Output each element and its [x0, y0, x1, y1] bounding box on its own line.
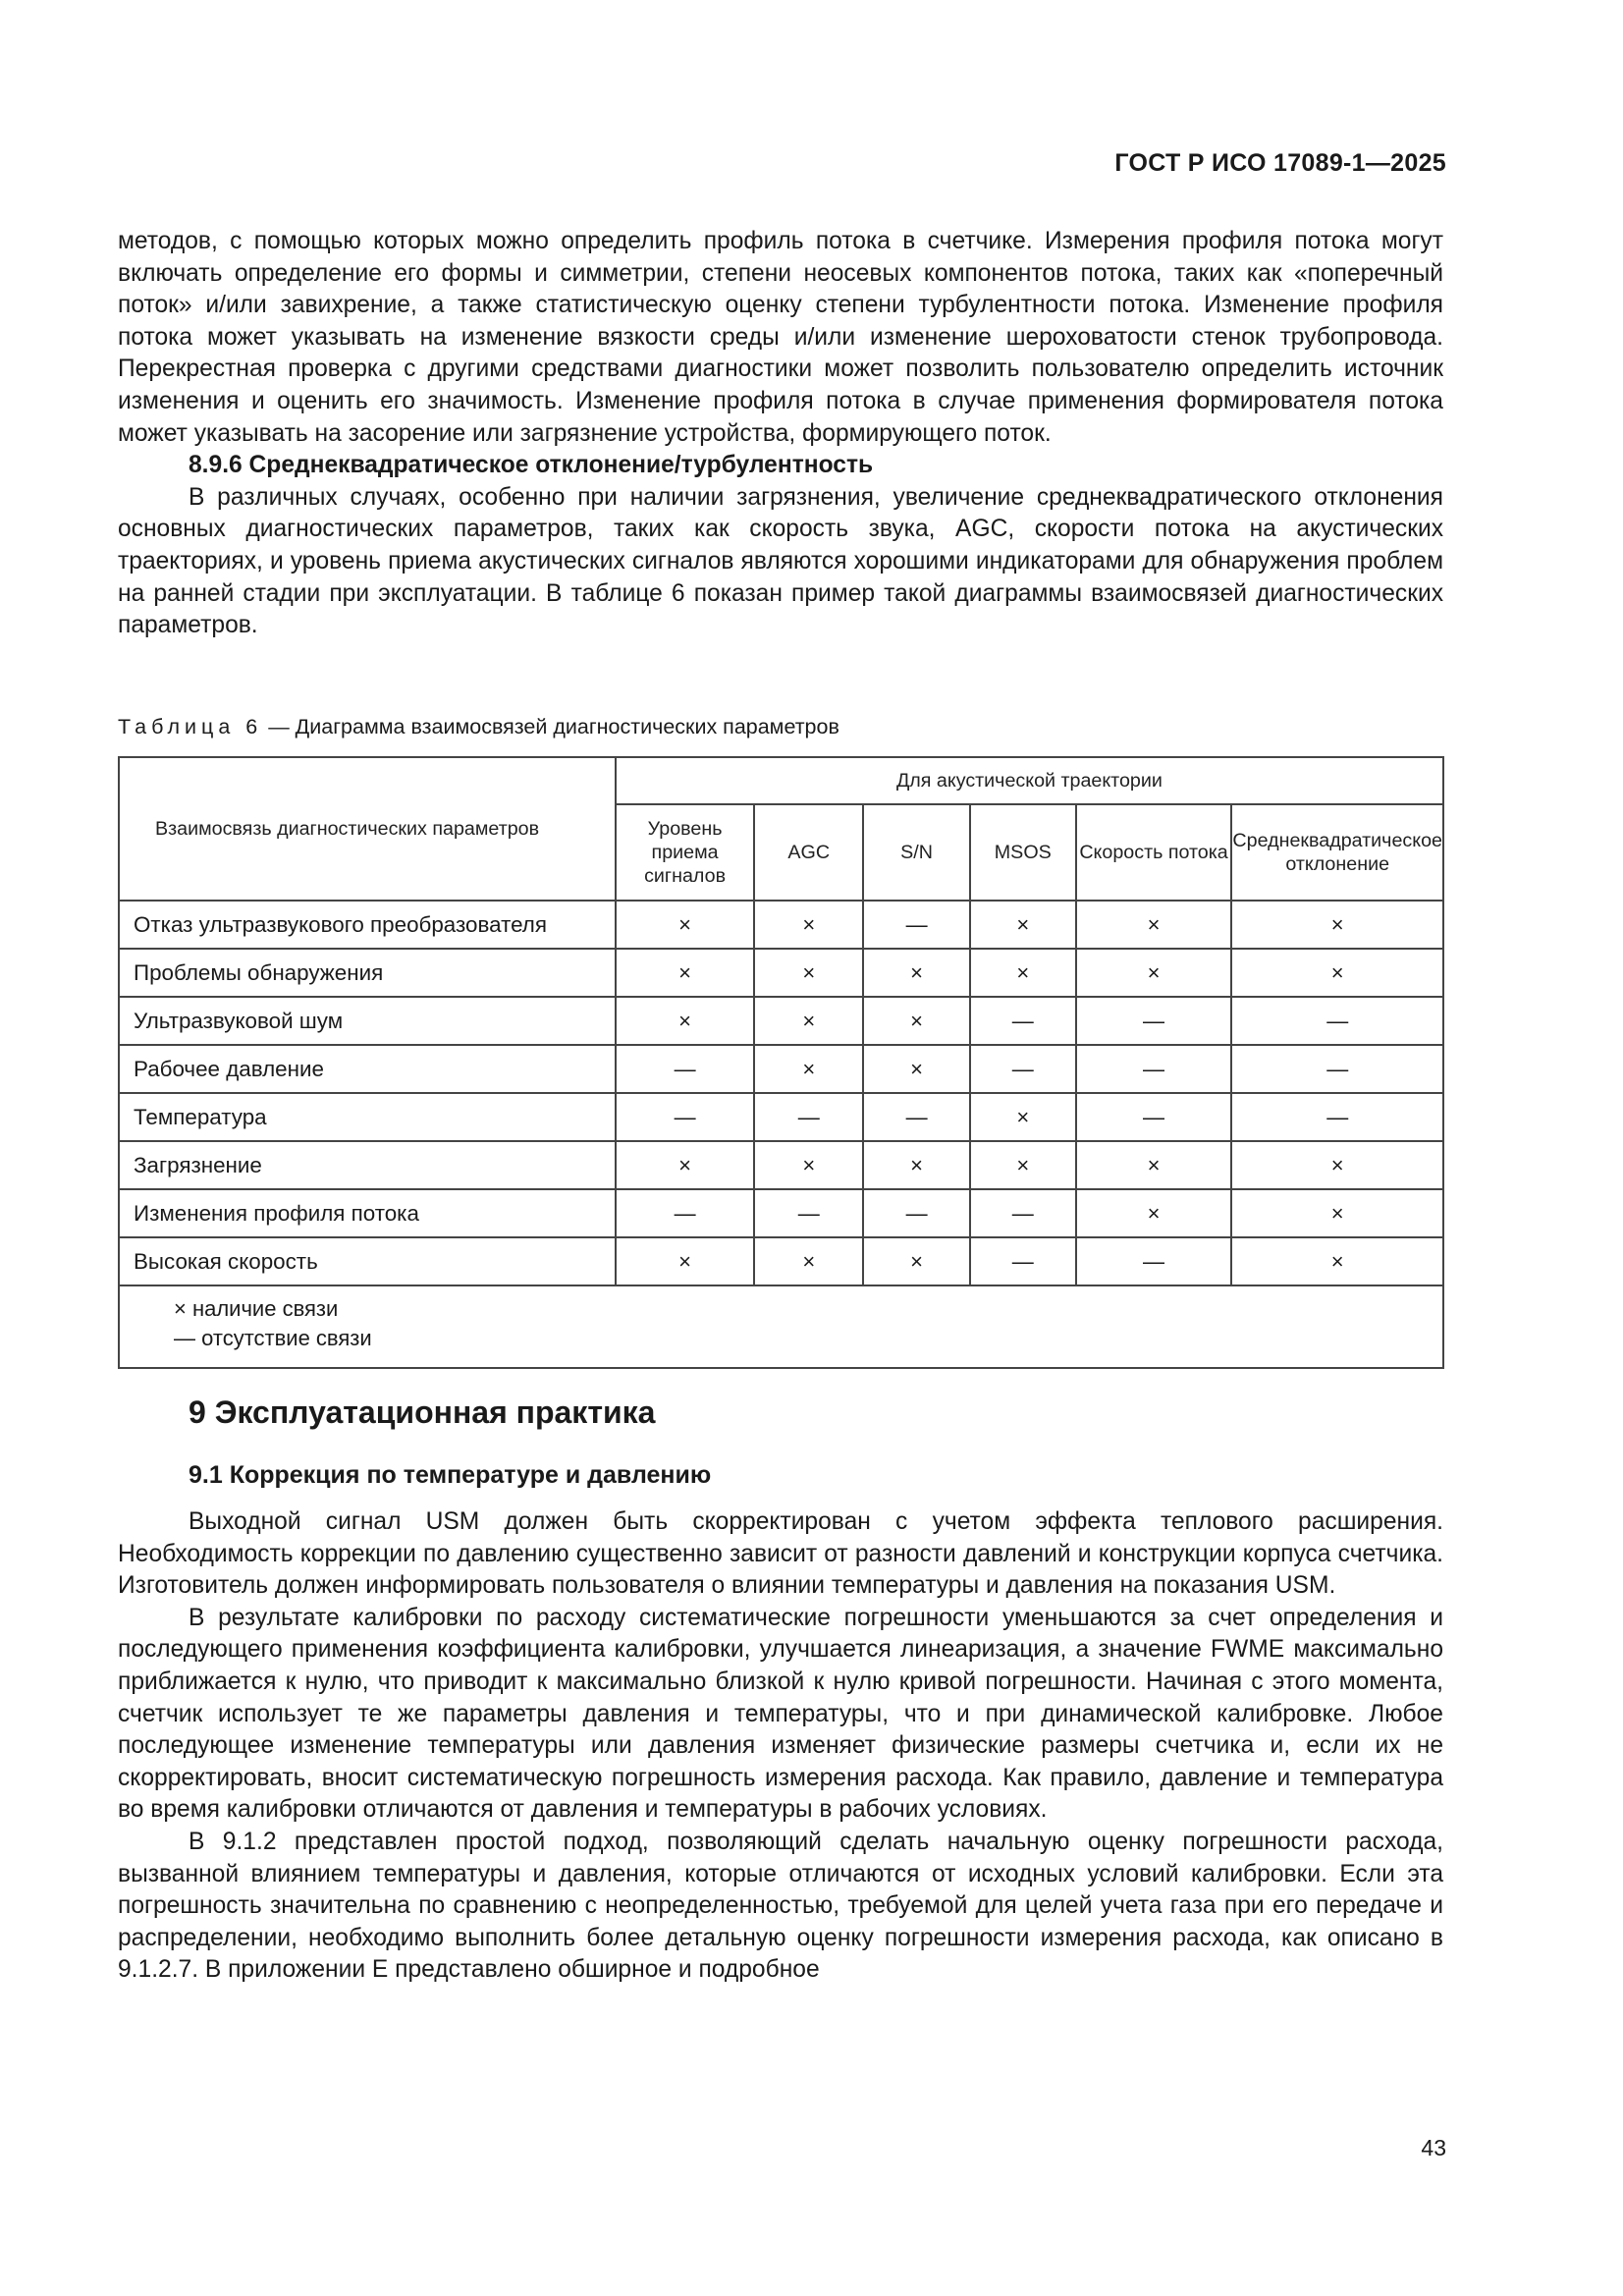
- table-row: [119, 949, 1443, 997]
- section-91-paragraph-3: В 9.1.2 представлен простой подход, позволяющий сделать начальную оценку погрешности расхода, вызванной влиянием температуры и давления, которые отличаются от исходных условий калибровки. Если эта погрешность значительна по сравнению с неопределенностью, требуемой для целей учета газа при его передаче и распределении, необходимо выполнить более детальную оценку погрешности измерения расхода, как описано в 9.1.2.7. В приложении Е представлено обширное и подробное: [118, 1828, 1443, 1984]
- row-label: Загрязнение: [119, 1141, 616, 1189]
- column-header: Скорость потока: [1076, 804, 1232, 901]
- section-91-paragraph-2: В результате калибровки по расходу систематические погрешности уменьшаются за счет определения и последующего применения коэффициента калибровки, улучшается линеаризация, а значение FWME максимально приближается к нулю, что приводит к максимально близкой к нулю кривой погрешности. Начиная с этого момента, счетчик использует те же параметры давления и температуры, что и при динамической калибровке. Любое последующее изменение температуры или давления изменяет физические размеры счетчика и, если их не скорректировать, вносит систематическую погрешность измерения расхода. Как правило, давление и температура во время калибровки отличаются от давления и температуры в рабочих условиях.: [118, 1604, 1443, 1824]
- column-header: Среднеквадратическое отклонение: [1231, 804, 1443, 901]
- table-cell: ×: [616, 1237, 754, 1285]
- table-cell: —: [970, 1045, 1076, 1093]
- table-row: [119, 1093, 1443, 1141]
- table-cell: —: [970, 997, 1076, 1045]
- table-cell: ×: [863, 1045, 970, 1093]
- row-label: Проблемы обнаружения: [119, 949, 616, 997]
- table-cell: ×: [1231, 1237, 1443, 1285]
- column-header: MSOS: [970, 804, 1076, 901]
- table-cell: ×: [1076, 1189, 1232, 1237]
- row-label: Рабочее давление: [119, 1045, 616, 1093]
- table-cell: —: [616, 1189, 754, 1237]
- row-label: Изменения профиля потока: [119, 1189, 616, 1237]
- table-cell: ×: [863, 949, 970, 997]
- table-cell: —: [1076, 1045, 1232, 1093]
- section-896-title: 8.9.6 Среднеквадратическое отклонение/турбулентность: [189, 452, 874, 479]
- table-cell: ×: [970, 949, 1076, 997]
- table-caption-label: Таблица 6: [118, 715, 263, 738]
- table-row: [119, 1237, 1443, 1285]
- table-cell: ×: [1231, 1189, 1443, 1237]
- table-cell: ×: [863, 1141, 970, 1189]
- table-group-header: Для акустической траектории: [616, 757, 1443, 804]
- table-caption: [118, 713, 1443, 740]
- table-cell: ×: [754, 1141, 863, 1189]
- table-row: [119, 997, 1443, 1045]
- table-row: [119, 1045, 1443, 1093]
- table-cell: ×: [1076, 1141, 1232, 1189]
- intro-block: [118, 226, 1443, 642]
- table-cell: —: [754, 1189, 863, 1237]
- table-row: [119, 1141, 1443, 1189]
- row-label: Температура: [119, 1093, 616, 1141]
- diagnostics-table: [118, 756, 1444, 1369]
- table-cell: —: [1076, 1237, 1232, 1285]
- legend-item-absent: — отсутствие связи: [174, 1326, 372, 1350]
- table-cell: ×: [1231, 901, 1443, 949]
- row-label: Высокая скорость: [119, 1237, 616, 1285]
- table-cell: ×: [616, 1141, 754, 1189]
- table-cell: —: [863, 1189, 970, 1237]
- table-cell: ×: [754, 1237, 863, 1285]
- column-header: AGC: [754, 804, 863, 901]
- table-cell: ×: [616, 901, 754, 949]
- section-91-title: 9.1 Коррекция по температуре и давлению: [189, 1461, 712, 1489]
- page-number: 43: [1421, 2135, 1446, 2160]
- legend-item-present: × наличие связи: [174, 1296, 339, 1321]
- intro-paragraph: методов, с помощью которых можно определить профиль потока в счетчике. Измерения профиля потока могут включать определение его формы и симметрии, степени неосевых компонентов потока, таких как «поперечный поток» и/или завихрение, а также статистическую оценку степени турбулентности потока. Изменение профиля потока может указывать на изменение вязкости среды и/или изменение шероховатости стенок трубопровода. Перекрестная проверка с другими средствами диагностики может позволить пользователю определить источник изменения и оценить его значимость. Изменение профиля потока в случае применения формирователя потока может указывать на засорение или загрязнение устройства, формирующего поток.: [118, 228, 1443, 447]
- column-header: S/N: [863, 804, 970, 901]
- table-cell: —: [1231, 1093, 1443, 1141]
- table-cell: ×: [970, 1093, 1076, 1141]
- table-cell: ×: [970, 901, 1076, 949]
- table-cell: ×: [754, 997, 863, 1045]
- table-cell: —: [970, 1237, 1076, 1285]
- table-cell: ×: [863, 1237, 970, 1285]
- table-cell: ×: [616, 949, 754, 997]
- document-id: ГОСТ Р ИСО 17089-1—2025: [1114, 149, 1446, 177]
- table-cell: —: [616, 1093, 754, 1141]
- section-91-body: [118, 1506, 1443, 1987]
- table-cell: ×: [616, 997, 754, 1045]
- table-cell: ×: [1076, 901, 1232, 949]
- section-91-paragraph-1: Выходной сигнал USM должен быть скорректирован с учетом эффекта теплового расширения. Необходимость коррекции по давлению существенно зависит от разности давлений и конструкции корпуса счетчика. Изготовитель должен информировать пользователя о влиянии температуры и давления на показания USM.: [118, 1508, 1443, 1600]
- table-cell: ×: [1231, 1141, 1443, 1189]
- table-cell: —: [1076, 997, 1232, 1045]
- table-cell: —: [863, 1093, 970, 1141]
- column-header: Уровень приема сигналов: [616, 804, 754, 901]
- table-cell: —: [970, 1189, 1076, 1237]
- table-cell: —: [1231, 1045, 1443, 1093]
- table-cell: ×: [754, 949, 863, 997]
- table-cell: —: [616, 1045, 754, 1093]
- row-label: Отказ ультразвукового преобразователя: [119, 901, 616, 949]
- table-cell: —: [1076, 1093, 1232, 1141]
- table-cell: ×: [1076, 949, 1232, 997]
- table-cell: ×: [970, 1141, 1076, 1189]
- section-9-title: 9 Эксплуатационная практика: [189, 1394, 656, 1430]
- table-legend: [119, 1285, 1443, 1368]
- table-cell: ×: [754, 901, 863, 949]
- row-label: Ультразвуковой шум: [119, 997, 616, 1045]
- table-cell: —: [1231, 997, 1443, 1045]
- table-cell: ×: [754, 1045, 863, 1093]
- table-cell: ×: [863, 997, 970, 1045]
- table-row-header: Взаимосвязь диагностических параметров: [119, 757, 616, 901]
- section-896-paragraph: В различных случаях, особенно при наличии загрязнения, увеличение среднеквадратического отклонения основных диагностических параметров, таких как скорость звука, AGC, скорости потока на акустических траекториях, и уровень приема акустических сигналов являются хорошими индикаторами для обнаружения проблем на ранней стадии при эксплуатации. В таблице 6 показан пример такой диаграммы взаимосвязей диагностических параметров.: [118, 483, 1443, 639]
- table-cell: —: [754, 1093, 863, 1141]
- table-row: [119, 1189, 1443, 1237]
- table-cell: —: [863, 901, 970, 949]
- table-row: [119, 901, 1443, 949]
- table-cell: ×: [1231, 949, 1443, 997]
- table-caption-text: — Диаграмма взаимосвязей диагностических параметров: [262, 715, 839, 738]
- table-body: [119, 901, 1443, 1285]
